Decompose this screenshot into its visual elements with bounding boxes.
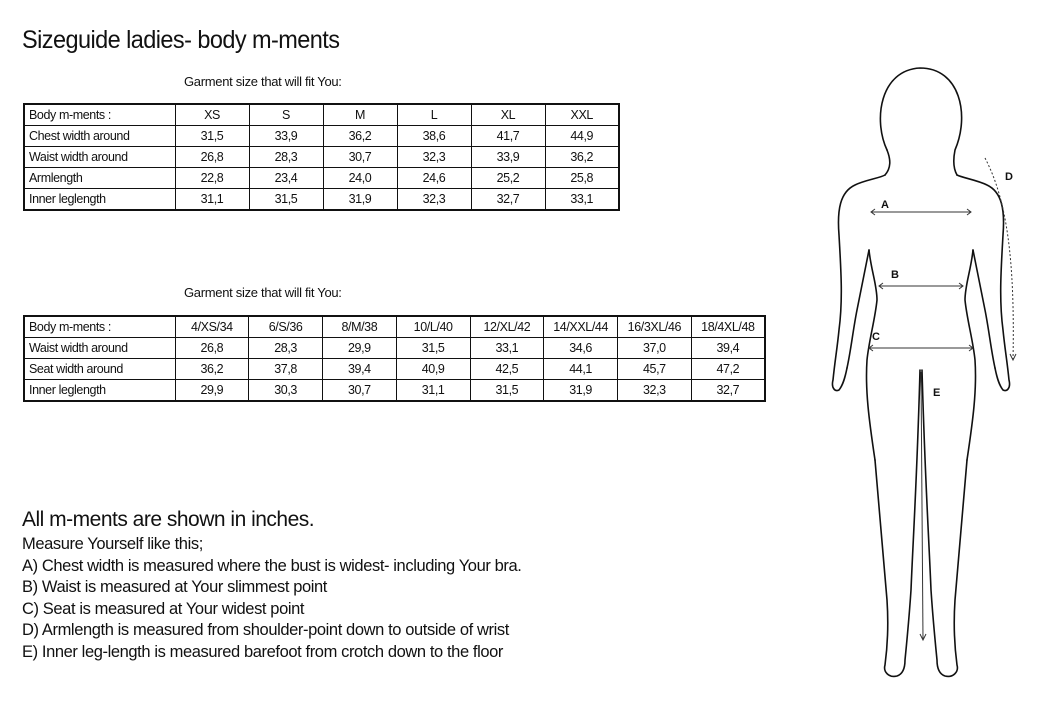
measurement-cell: 42,5 xyxy=(470,359,544,380)
measurement-cell: 31,9 xyxy=(544,380,618,402)
measurement-cell: 44,9 xyxy=(545,126,619,147)
page-title: Sizeguide ladies- body m-ments xyxy=(22,26,340,54)
table-row xyxy=(24,359,765,380)
size-header: 12/XL/42 xyxy=(470,316,544,338)
measurement-cell: 32,3 xyxy=(397,189,471,211)
measurement-cell: 33,1 xyxy=(545,189,619,211)
measurement-cell: 45,7 xyxy=(618,359,692,380)
label-a: A xyxy=(881,199,889,211)
measurement-notes xyxy=(22,508,521,663)
measurement-cell: 25,8 xyxy=(545,168,619,189)
size-table-1 xyxy=(23,103,620,211)
notes-line: A) Chest width is measured where the bust is widest- including Your bra. xyxy=(22,556,522,575)
table-row xyxy=(24,189,619,211)
measurement-cell: 30,7 xyxy=(323,380,397,402)
measurement-cell: 44,1 xyxy=(544,359,618,380)
measurement-cell: 36,2 xyxy=(545,147,619,168)
measurement-cell: 33,9 xyxy=(249,126,323,147)
size-header: 18/4XL/48 xyxy=(691,316,765,338)
measurement-cell: 22,8 xyxy=(175,168,249,189)
measurement-cell: 47,2 xyxy=(691,359,765,380)
measurement-cell: 39,4 xyxy=(691,338,765,359)
row-label: Chest width around xyxy=(24,126,175,147)
measurement-cell: 30,3 xyxy=(249,380,323,402)
size-header: 4/XS/34 xyxy=(175,316,249,338)
measurement-cell: 31,5 xyxy=(470,380,544,402)
label-e: E xyxy=(933,387,941,399)
measurement-cell: 40,9 xyxy=(396,359,470,380)
size-header: M xyxy=(323,104,397,126)
measurement-cell: 33,9 xyxy=(471,147,545,168)
measurement-cell: 32,3 xyxy=(618,380,692,402)
body-silhouette-icon xyxy=(825,60,1025,690)
measurement-cell: 33,1 xyxy=(470,338,544,359)
measurement-cell: 23,4 xyxy=(249,168,323,189)
row-label: Seat width around xyxy=(24,359,175,380)
measurement-cell: 36,2 xyxy=(323,126,397,147)
measurement-cell: 32,7 xyxy=(691,380,765,402)
measurement-cell: 41,7 xyxy=(471,126,545,147)
table-row xyxy=(24,338,765,359)
notes-line: B) Waist is measured at Your slimmest point xyxy=(22,578,327,596)
measurement-cell: 32,3 xyxy=(397,147,471,168)
size-header: 6/S/36 xyxy=(249,316,323,338)
measurement-cell: 24,6 xyxy=(397,168,471,189)
measurement-cell: 31,5 xyxy=(249,189,323,211)
measurement-cell: 34,6 xyxy=(544,338,618,359)
table2-caption: Garment size that will fit You: xyxy=(184,285,342,300)
size-table-2 xyxy=(23,315,766,402)
notes-line: Measure Yourself like this; xyxy=(22,535,203,553)
measurement-cell: 29,9 xyxy=(323,338,397,359)
measurement-cell: 36,2 xyxy=(175,359,249,380)
measurement-cell: 37,8 xyxy=(249,359,323,380)
measurement-cell: 38,6 xyxy=(397,126,471,147)
table-row xyxy=(24,380,765,402)
measurement-cell: 37,0 xyxy=(618,338,692,359)
label-d: D xyxy=(1005,171,1013,183)
measurement-cell: 39,4 xyxy=(323,359,397,380)
notes-line: C) Seat is measured at Your widest point xyxy=(22,599,305,618)
table-header-row xyxy=(24,104,619,126)
measurement-cell: 31,1 xyxy=(175,189,249,211)
notes-line: D) Armlength is measured from shoulder-point down to outside of wrist xyxy=(22,621,509,639)
size-header: XXL xyxy=(545,104,619,126)
table1-caption: Garment size that will fit You: xyxy=(184,74,342,89)
size-header: XS xyxy=(175,104,249,126)
row-label: Waist width around xyxy=(24,147,175,168)
measurement-cell: 30,7 xyxy=(323,147,397,168)
label-c: C xyxy=(872,331,880,343)
measurement-cell: 31,5 xyxy=(396,338,470,359)
measurement-cell: 32,7 xyxy=(471,189,545,211)
measurement-cell: 31,1 xyxy=(396,380,470,402)
row-label: Waist width around xyxy=(24,338,175,359)
size-header: L xyxy=(397,104,471,126)
row-label: Inner leglength xyxy=(24,380,175,402)
header-label: Body m-ments : xyxy=(24,316,175,338)
header-label: Body m-ments : xyxy=(24,104,175,126)
row-label: Armlength xyxy=(24,168,175,189)
measurement-cell: 31,9 xyxy=(323,189,397,211)
size-header: 16/3XL/46 xyxy=(618,316,692,338)
table-row xyxy=(24,126,619,147)
label-b: B xyxy=(891,269,899,281)
measurement-cell: 26,8 xyxy=(175,338,249,359)
measurement-cell: 25,2 xyxy=(471,168,545,189)
size-header: 8/M/38 xyxy=(323,316,397,338)
measurement-cell: 24,0 xyxy=(323,168,397,189)
row-label: Inner leglength xyxy=(24,189,175,211)
size-header: S xyxy=(249,104,323,126)
body-figure-illustration xyxy=(825,60,1025,690)
measurement-cell: 28,3 xyxy=(249,147,323,168)
notes-heading: All m-ments are shown in inches. xyxy=(22,508,315,531)
measurement-cell: 26,8 xyxy=(175,147,249,168)
size-header: 10/L/40 xyxy=(396,316,470,338)
measurement-cell: 28,3 xyxy=(249,338,323,359)
table-header-row xyxy=(24,316,765,338)
size-header: XL xyxy=(471,104,545,126)
size-header: 14/XXL/44 xyxy=(544,316,618,338)
table-row xyxy=(24,147,619,168)
table-row xyxy=(24,168,619,189)
measurement-cell: 31,5 xyxy=(175,126,249,147)
measurement-cell: 29,9 xyxy=(175,380,249,402)
notes-line: E) Inner leg-length is measured barefoot from crotch down to the floor xyxy=(22,642,504,661)
